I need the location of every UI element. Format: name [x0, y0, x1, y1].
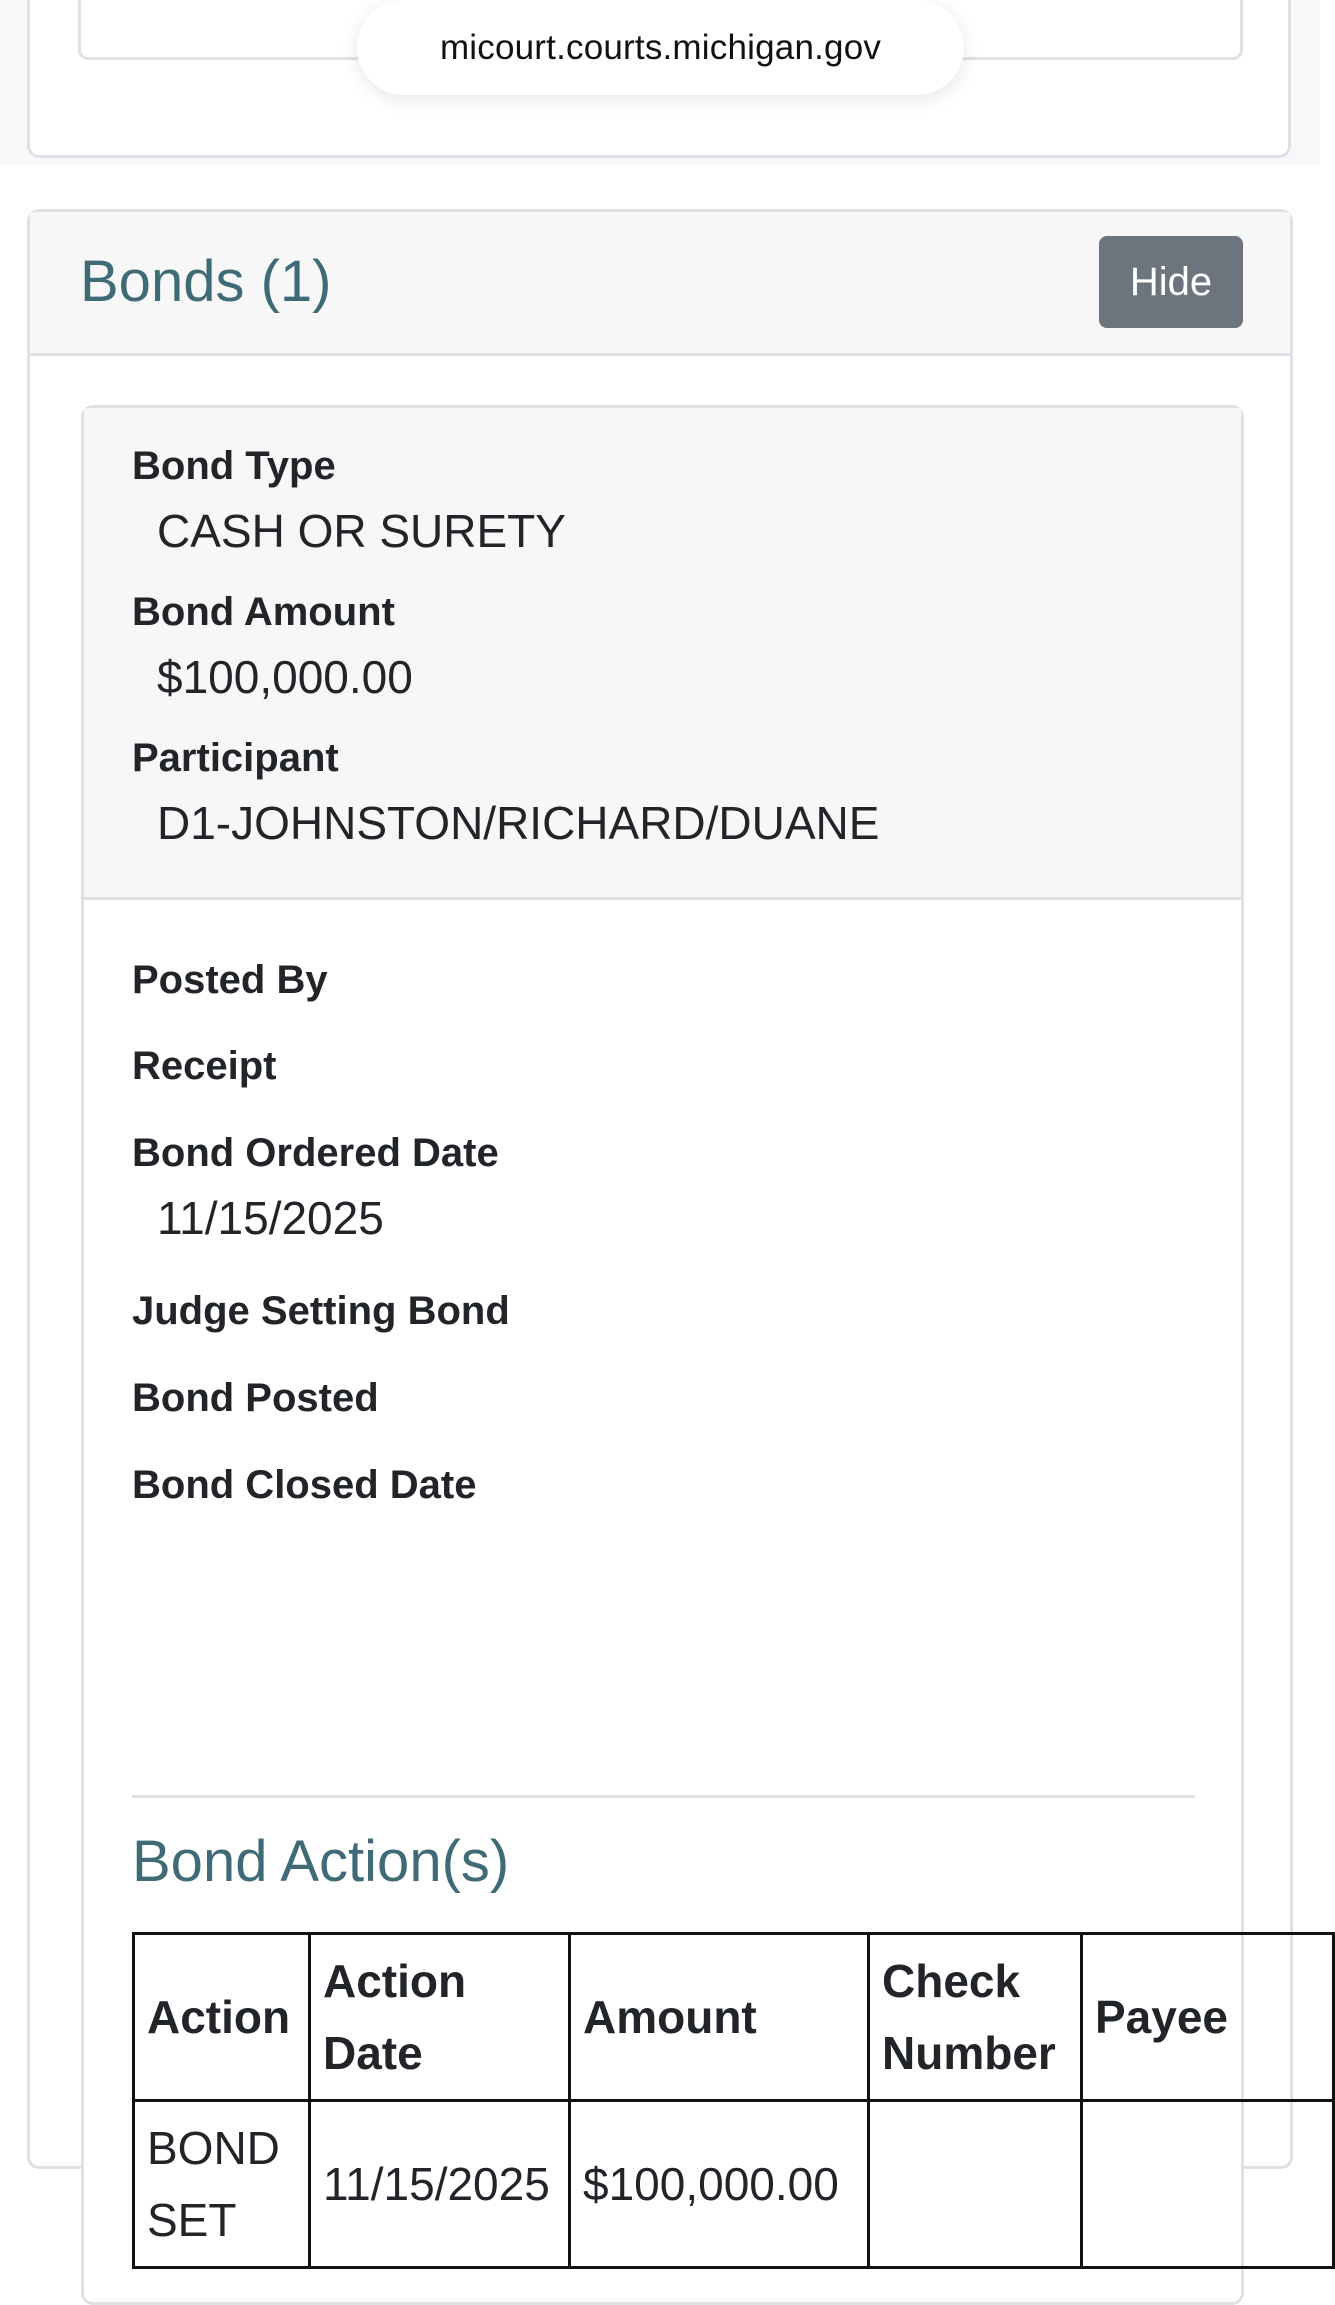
bond-summary [84, 408, 1241, 900]
section-divider [132, 1795, 1195, 1798]
bond-amount-value: $100,000.00 [157, 651, 413, 703]
bond-posted-label: Bond Posted [132, 1376, 379, 1420]
bonds-title: Bonds (1) [80, 249, 332, 314]
participant-label: Participant [132, 736, 339, 780]
table-row [134, 2101, 1334, 2268]
bonds-card-header [30, 212, 1290, 356]
bond-actions-table [132, 1932, 1335, 2269]
column-header-check-number: Check Number [869, 1934, 1082, 2101]
cell-check-number [869, 2101, 1082, 2268]
cell-amount: $100,000.00 [570, 2101, 869, 2268]
judge-setting-bond-label: Judge Setting Bond [132, 1289, 510, 1333]
bond-ordered-date-value: 11/15/2025 [157, 1192, 384, 1244]
receipt-label: Receipt [132, 1044, 277, 1088]
bond-ordered-date-label: Bond Ordered Date [132, 1131, 499, 1175]
posted-by-label: Posted By [132, 958, 328, 1002]
bond-type-value: CASH OR SURETY [157, 505, 566, 557]
cell-action-date: 11/15/2025 [310, 2101, 570, 2268]
bond-item-card [81, 405, 1244, 2305]
bond-amount-label: Bond Amount [132, 590, 395, 634]
bonds-card [27, 209, 1293, 2246]
cell-payee [1082, 2101, 1334, 2268]
bond-closed-date-label: Bond Closed Date [132, 1463, 477, 1507]
column-header-action: Action [134, 1934, 310, 2101]
hide-button[interactable]: Hide [1099, 236, 1243, 328]
bond-actions-title: Bond Action(s) [132, 1829, 510, 1894]
cell-action: BOND SET [134, 2101, 310, 2268]
column-header-payee: Payee [1082, 1934, 1334, 2101]
column-header-amount: Amount [570, 1934, 869, 2101]
bond-actions-table-scroll[interactable] [132, 1932, 1229, 2272]
url-text: micourt.courts.michigan.gov [439, 27, 882, 67]
column-header-action-date: Action Date [310, 1934, 570, 2101]
browser-url-bar[interactable] [357, 0, 964, 95]
participant-value: D1-JOHNSTON/RICHARD/DUANE [157, 797, 880, 849]
table-header-row [134, 1934, 1334, 2101]
bond-type-label: Bond Type [132, 444, 336, 488]
